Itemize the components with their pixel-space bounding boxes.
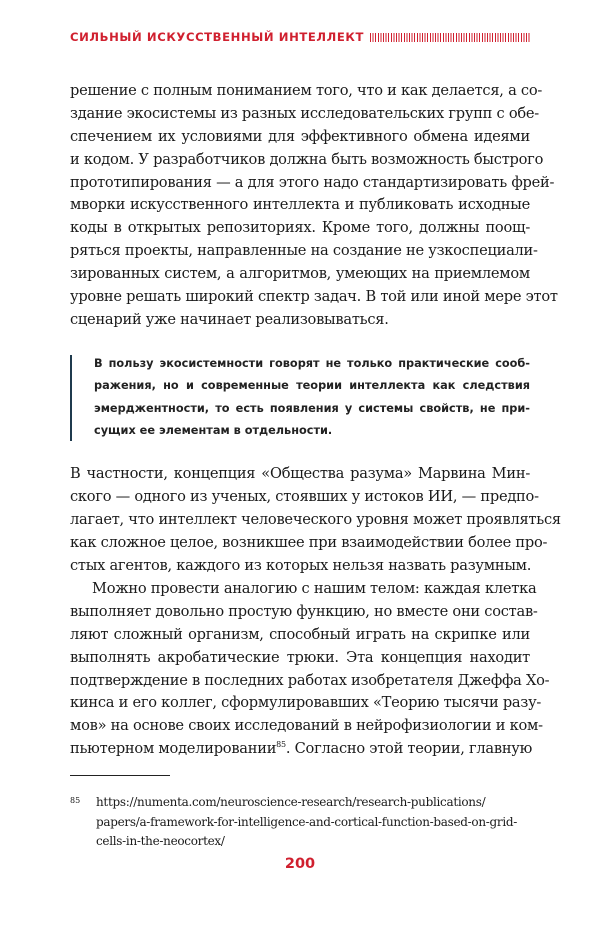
text-line: https://numenta.com/neuroscience-research/research-publications/ — [96, 795, 486, 809]
text-line: прототипирования — а для этого надо стандартизировать фрей- — [70, 173, 555, 191]
text-line: В частности, концепция «Общества разума» Марвина Мин- — [70, 465, 530, 482]
text-line: ского — одного из ученых, стоявших у истоков ИИ, — предпо- — [70, 487, 539, 505]
paragraph-1 — [70, 80, 558, 332]
text-line: мов» на основе своих исследований в нейрофизиологии и ком- — [70, 717, 543, 735]
text-line: выполняет довольно простую функцию, но вместе они состав- — [70, 602, 538, 620]
text-line: кинса и его коллег, сформулировавших «Теорию тысячи разу- — [70, 694, 542, 712]
footnote-number: 85 — [70, 796, 81, 805]
text-line: ражения, но и современные теории интеллекта как следствия — [94, 379, 530, 393]
text-line: ряться проекты, направленные на создание не узкоспециали- — [70, 242, 538, 260]
text-line: сущих ее элементам в отдельности. — [94, 424, 333, 438]
quote-text — [94, 353, 530, 443]
text-line: Можно провести аналогию с нашим телом: каждая клетка — [92, 580, 537, 597]
text-segment: . Согласно этой теории, главную — [285, 740, 533, 758]
paragraph-3 — [70, 578, 550, 761]
text-line: подтверждение в последних работах изобретателя Джеффа Хо- — [70, 671, 550, 689]
footnote-ref[interactable]: 85 — [276, 740, 286, 750]
text-line: лагает, что интеллект человеческого уровня может проявляться — [70, 510, 561, 528]
text-line: как сложное целое, возникшее при взаимодействии более про- — [70, 533, 548, 551]
text-segment: пьютерном моделировании — [70, 740, 277, 758]
running-title: СИЛЬНЫЙ ИСКУССТВЕННЫЙ ИНТЕЛЛЕКТ — [70, 30, 364, 44]
text-line: сценарий уже начинает реализовываться. — [70, 310, 389, 328]
text-line: мворки искусственного интеллекта и публиковать исходные — [70, 196, 530, 214]
text-line: спечением их условиями для эффективного обмена идеями — [70, 127, 530, 145]
footnote-separator — [70, 775, 170, 776]
text-line: выполнять акробатические трюки. Эта концепция находит — [70, 648, 530, 666]
text-line: уровне решать широкий спектр задач. В той или иной мере этот — [70, 288, 558, 306]
text-line: cells-in-the-neocortex/ — [96, 834, 225, 848]
text-line: и кодом. У разработчиков должна быть возможность быстрого — [70, 150, 544, 168]
text-line: эмерджентности, то есть появления у системы свойств, не при- — [94, 401, 530, 415]
paragraph-3-lines — [70, 578, 550, 738]
text-line: ляют сложный организм, способный играть на скрипке или — [70, 625, 530, 643]
text-line: зированных систем, а алгоритмов, умеющих на приемлемом — [70, 265, 530, 283]
page-number: 200 — [284, 856, 316, 872]
text-line: стых агентов, каждого из которых нельзя назвать разумным. — [70, 556, 532, 574]
text-line: коды в открытых репозиториях. Кроме того, должны поощ- — [70, 219, 530, 237]
paragraph-2 — [70, 463, 561, 577]
text-line: papers/a-framework-for-intelligence-and-cortical-function-based-on-grid- — [96, 814, 518, 829]
text-line — [70, 738, 533, 761]
text-line: В пользу экосистемности говорят не только практические сооб- — [94, 357, 530, 370]
running-header — [70, 29, 530, 45]
text-line: здание экосистемы из разных исследовательских групп с обе- — [70, 104, 539, 122]
header-hatch-decoration — [370, 33, 530, 42]
text-line: решение с полным пониманием того, что и как делается, а со- — [70, 82, 543, 99]
quote-bar — [70, 355, 72, 441]
footnote-link[interactable] — [96, 793, 530, 852]
